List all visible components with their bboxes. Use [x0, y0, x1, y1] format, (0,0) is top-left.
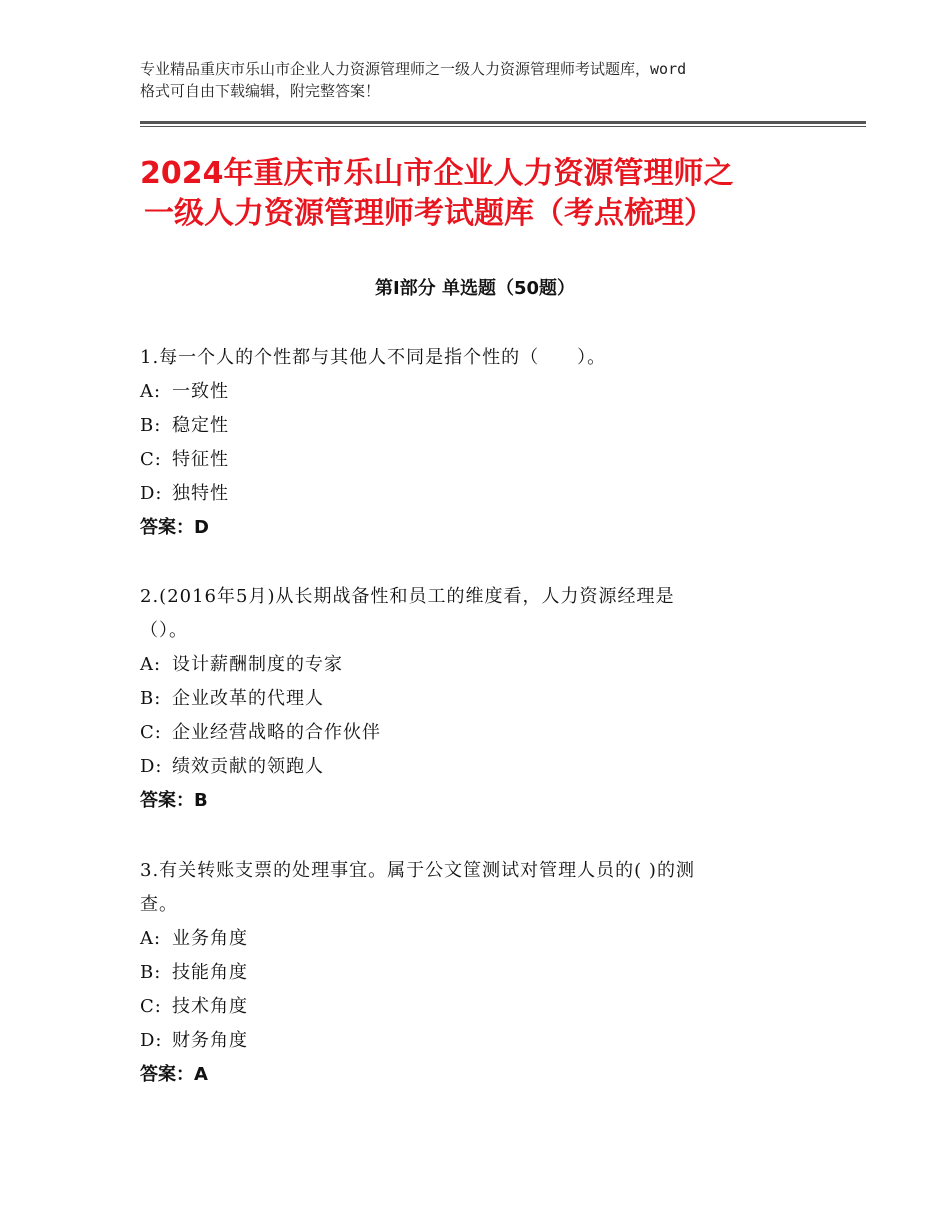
answer-line: 答案：B: [140, 790, 208, 811]
option-a: [140, 922, 820, 956]
header-note: [140, 58, 830, 102]
option-b: [140, 409, 820, 443]
option-text: 特征性: [172, 449, 229, 470]
question-stem-continued: 查。: [140, 894, 178, 915]
option-text: 独特性: [172, 483, 229, 504]
option-text: 稳定性: [172, 415, 229, 436]
question-stem-continued: （）。: [140, 620, 188, 641]
option-letter: C:: [140, 996, 162, 1017]
header-note-line2: 格式可自由下载编辑，附完整答案！: [140, 82, 381, 100]
option-a: [140, 375, 820, 409]
option-letter: A:: [140, 928, 162, 949]
answer-line: 答案：D: [140, 517, 209, 538]
option-letter: B:: [140, 688, 162, 709]
option-d: [140, 477, 820, 511]
option-text: 一致性: [172, 381, 229, 402]
question-2: [140, 580, 820, 818]
section-heading: 第Ⅰ部分 单选题（50题）: [374, 278, 575, 299]
header-divider-thick: [140, 121, 866, 124]
option-letter: C:: [140, 722, 162, 743]
option-letter: B:: [140, 415, 162, 436]
option-text: 设计薪酬制度的专家: [172, 654, 343, 675]
option-d: [140, 750, 820, 784]
option-letter: A:: [140, 654, 162, 675]
option-d: [140, 1024, 820, 1058]
question-stem: 2.(2016年5月)从长期战备性和员工的维度看，人力资源经理是: [140, 586, 675, 607]
question-stem: 1.每一个人的个性都与其他人不同是指个性的（ ）。: [140, 347, 607, 368]
option-letter: A:: [140, 381, 162, 402]
option-text: 业务角度: [172, 928, 248, 949]
option-b: [140, 956, 820, 990]
option-text: 技能角度: [172, 962, 248, 983]
option-b: [140, 682, 820, 716]
option-c: [140, 716, 820, 750]
option-c: [140, 990, 820, 1024]
option-text: 企业改革的代理人: [172, 688, 324, 709]
option-letter: B:: [140, 962, 162, 983]
option-text: 技术角度: [172, 996, 248, 1017]
option-letter: C:: [140, 449, 162, 470]
option-letter: D:: [140, 483, 163, 504]
option-text: 企业经营战略的合作伙伴: [172, 722, 381, 743]
option-a: [140, 648, 820, 682]
option-text: 财务角度: [172, 1030, 248, 1051]
answer-line: 答案：A: [140, 1064, 208, 1085]
option-letter: D:: [140, 1030, 163, 1051]
question-3: [140, 854, 820, 1092]
question-1: [140, 341, 820, 545]
document-title: [140, 154, 840, 234]
option-text: 绩效贡献的领跑人: [172, 756, 324, 777]
header-divider-thin: [140, 126, 866, 127]
header-note-line1: 专业精品重庆市乐山市企业人力资源管理师之一级人力资源管理师考试题库，word: [140, 60, 687, 78]
option-c: [140, 443, 820, 477]
question-stem: 3.有关转账支票的处理事宜。属于公文筐测试对管理人员的( )的测: [140, 860, 695, 881]
document-title-line2: 一级人力资源管理师考试题库（考点梳理）: [144, 196, 714, 231]
option-letter: D:: [140, 756, 163, 777]
document-title-line1: 2024年重庆市乐山市企业人力资源管理师之: [140, 156, 734, 191]
